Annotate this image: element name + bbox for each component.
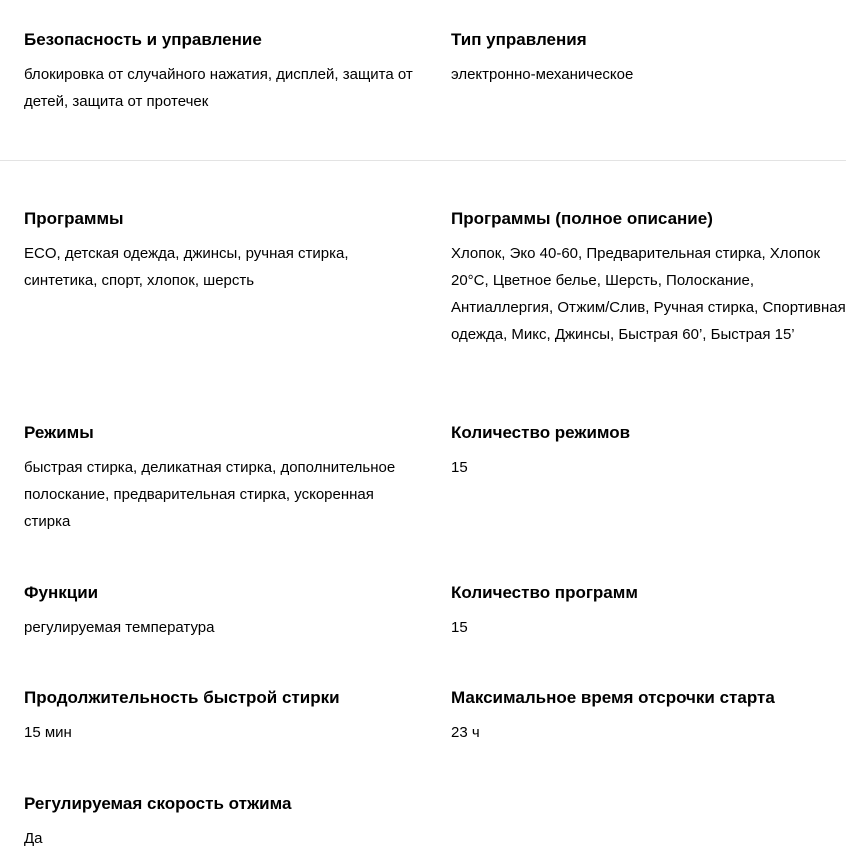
spec-value: 23 ч — [451, 724, 480, 741]
spec-value: регулируемая температура — [24, 619, 215, 636]
spec-label: Регулируемая скорость отжима — [24, 794, 292, 813]
spec-value: ECO, детская одежда, джинсы, ручная стирка, синтетика, спорт, хлопок, шерсть — [24, 245, 349, 289]
spec-programs-count — [451, 583, 847, 641]
spec-value: электронно-механическое — [451, 66, 634, 83]
spec-label: Режимы — [24, 423, 94, 442]
spec-value: 15 мин — [24, 724, 72, 741]
spec-max-delay-start — [451, 688, 847, 746]
spec-value: быстрая стирка, деликатная стирка, дополнительное полоскание, предварительная стирка, ускоренная стирка — [24, 459, 396, 530]
spec-label: Безопасность и управление — [24, 30, 262, 49]
spec-label: Тип управления — [451, 30, 587, 49]
spec-label: Продолжительность быстрой стирки — [24, 688, 340, 707]
spec-label: Максимальное время отсрочки старта — [451, 688, 775, 707]
spec-programs-full — [451, 209, 847, 348]
spec-functions — [24, 583, 424, 641]
spec-value: Хлопок, Эко 40-60, Предварительная стирка, Хлопок 20°C, Цветное белье, Шерсть, Полоскание, Антиаллергия, Отжим/Слив, Ручная стирка, Спортивная одежда, Микс, Джинсы, Быстрая 60’, Быстрая 15’ — [451, 245, 846, 343]
spec-label: Программы — [24, 209, 124, 228]
spec-safety-control — [24, 30, 424, 115]
spec-modes — [24, 423, 424, 535]
spec-value: Да — [24, 830, 43, 847]
spec-label: Функции — [24, 583, 99, 602]
spec-label: Программы (полное описание) — [451, 209, 713, 228]
spec-label: Количество программ — [451, 583, 638, 602]
section-divider — [0, 160, 846, 161]
spec-adjustable-spin-speed — [24, 794, 424, 852]
spec-modes-count — [451, 423, 847, 481]
spec-value: блокировка от случайного нажатия, дисплей, защита от детей, защита от протечек — [24, 66, 413, 110]
spec-control-type — [451, 30, 847, 88]
spec-value: 15 — [451, 619, 468, 636]
spec-programs — [24, 209, 424, 294]
spec-value: 15 — [451, 459, 468, 476]
spec-label: Количество режимов — [451, 423, 631, 442]
spec-quick-wash-duration — [24, 688, 424, 746]
